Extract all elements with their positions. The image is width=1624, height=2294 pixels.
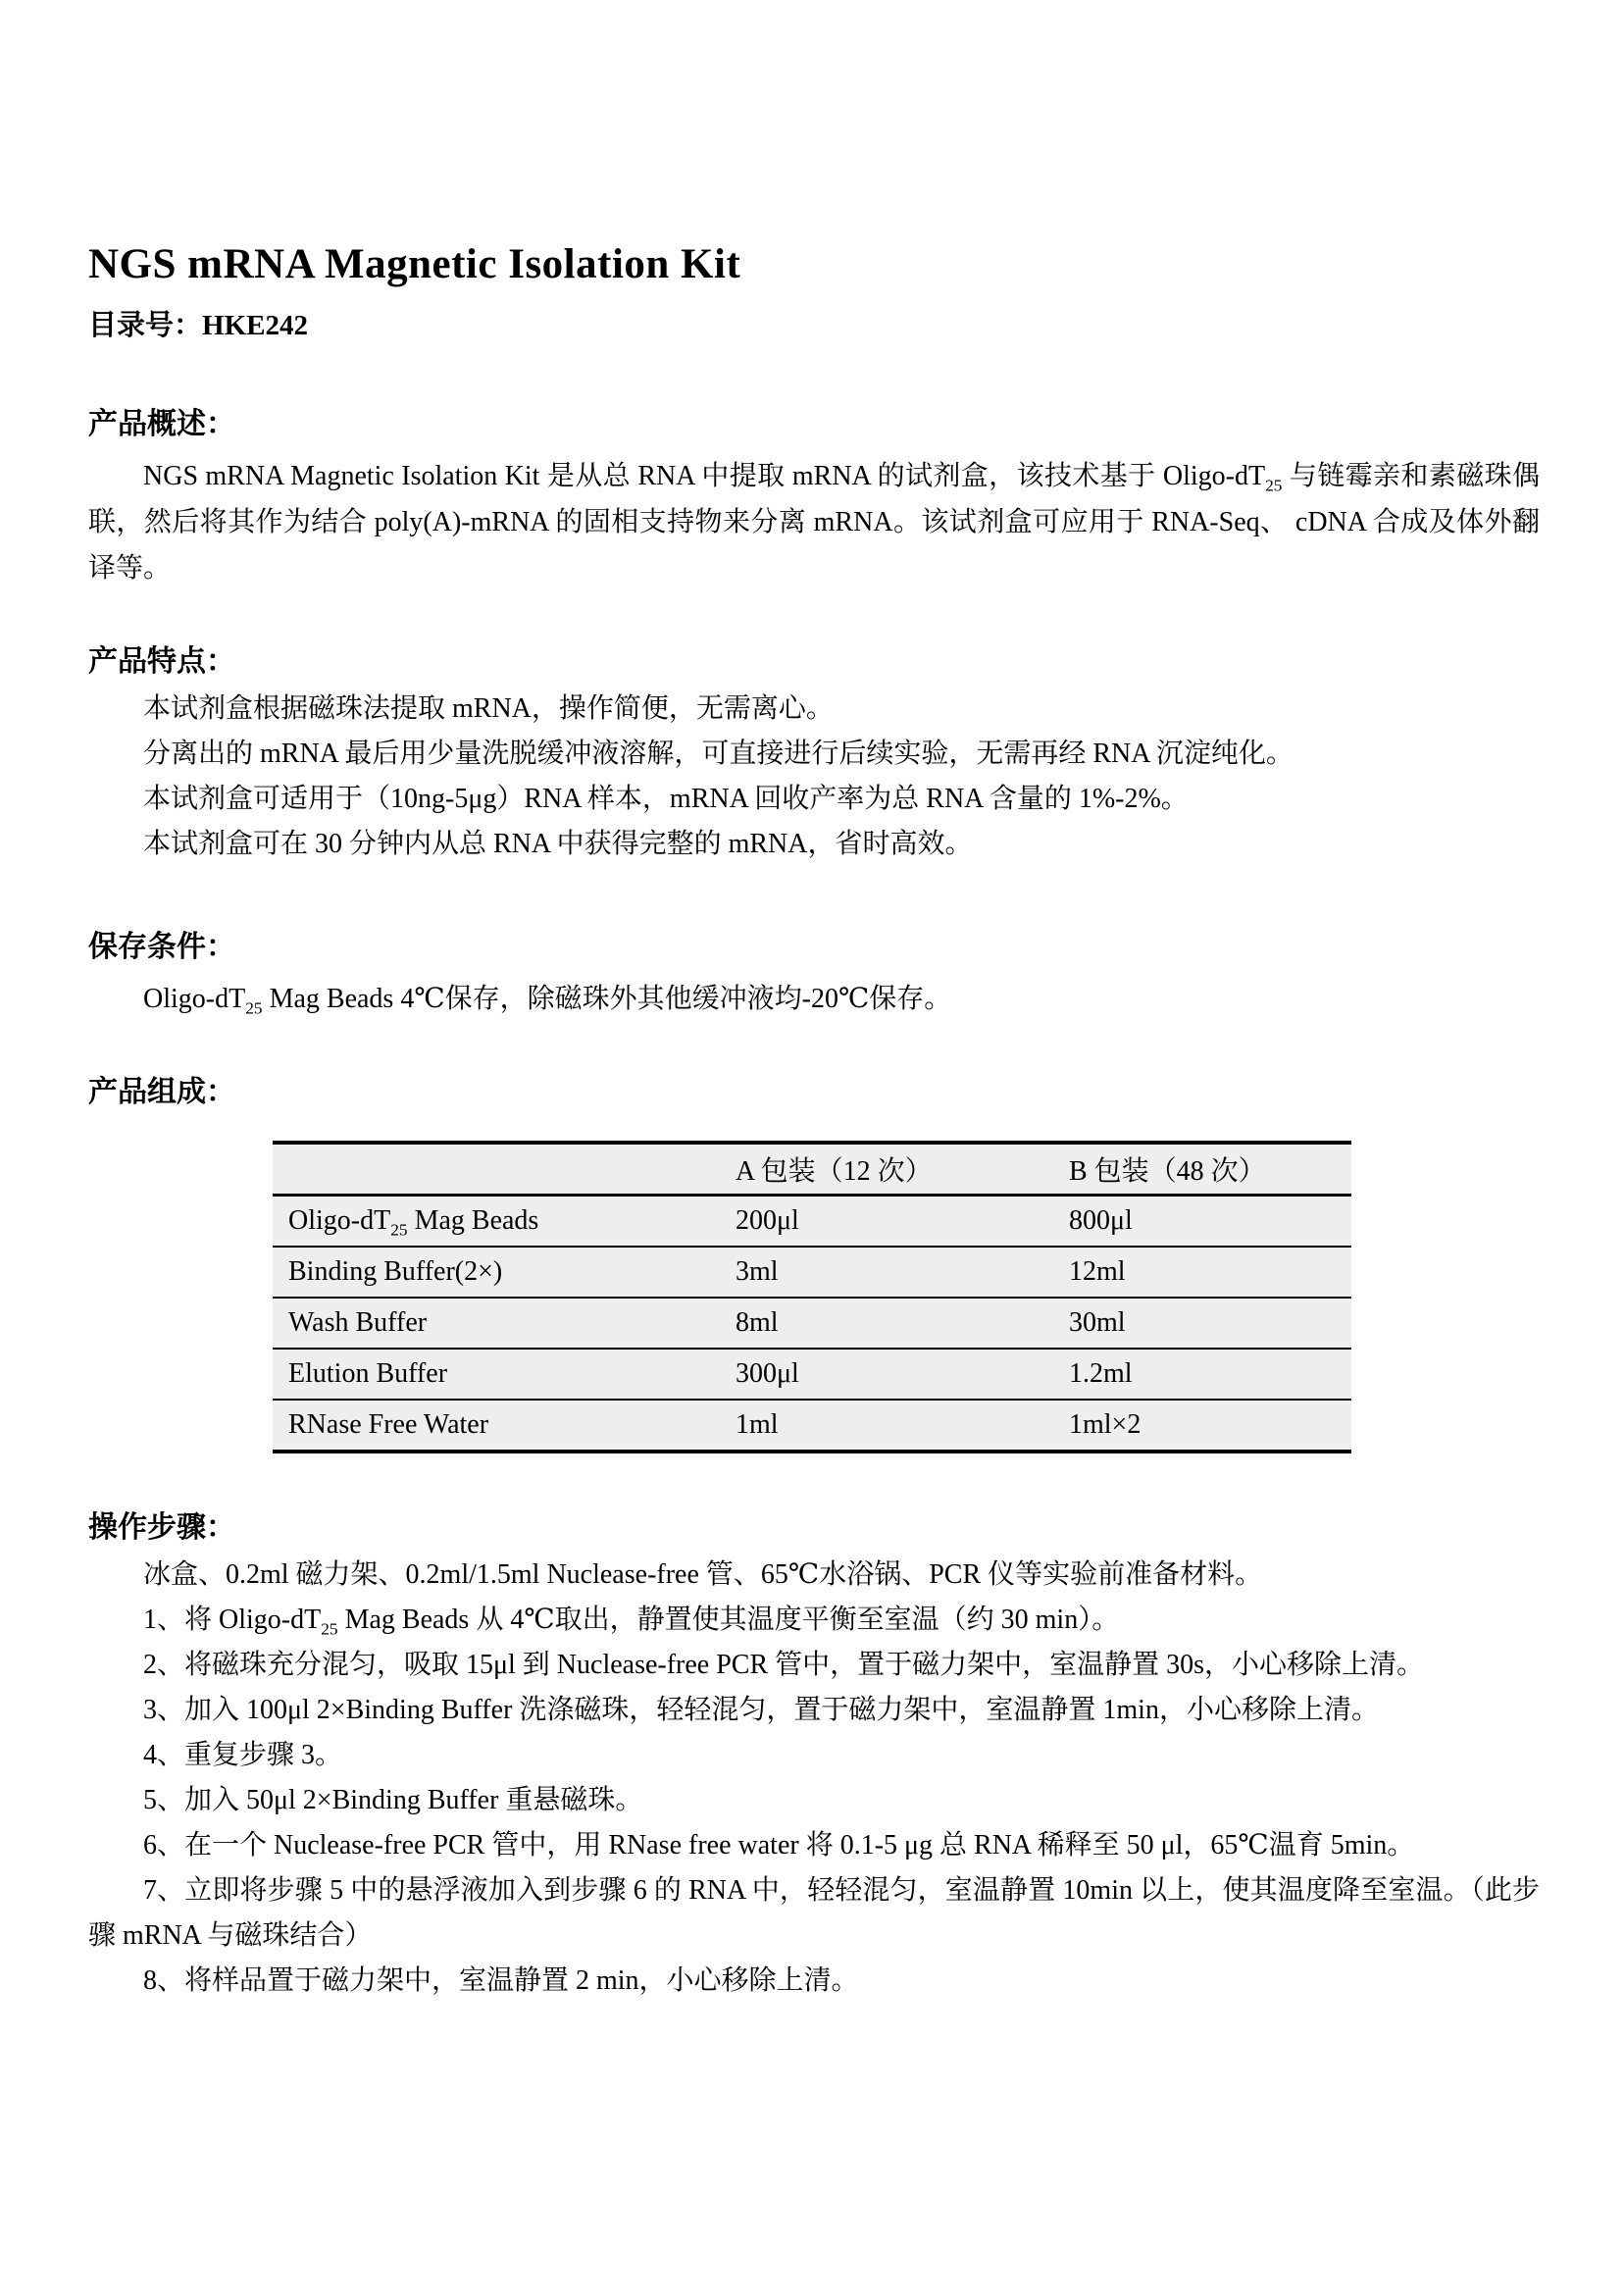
procedure-intro: 冰盒、0.2ml 磁力架、0.2ml/1.5ml Nuclease-free 管、65℃水浴锅、PCR 仪等实验前准备材料。 bbox=[143, 1559, 1263, 1591]
table-cell: 1.2ml bbox=[1069, 1358, 1133, 1390]
composition-heading: 产品组成： bbox=[88, 1076, 235, 1109]
procedure-heading: 操作步骤： bbox=[88, 1511, 235, 1545]
document-title: NGS mRNA Magnetic Isolation Kit bbox=[88, 241, 741, 287]
procedure-steps bbox=[88, 1598, 1540, 2004]
table-header-cell: A 包装（12 次） bbox=[736, 1156, 933, 1188]
storage-text: Oligo-$dT_{25}$ Mag Beads 4℃保存，除磁珠外其他缓冲液均-20℃保存。 bbox=[143, 984, 952, 1018]
table-cell: 8ml bbox=[736, 1307, 779, 1339]
features-list bbox=[88, 687, 1540, 867]
section-composition bbox=[88, 1073, 1540, 1453]
procedure-step: 4、重复步骤 3。 bbox=[143, 1740, 343, 1771]
overview-paragraph: NGS mRNA Magnetic Isolation Kit 是从总 RNA 中提取 mRNA 的试剂盒，该技术基于 Oligo-$dT_{25}$ 与链霉亲和素磁珠偶联，然后将其作为结合 poly(A)-mRNA 的固相支持物来分离 mRNA。该试剂盒可应用于 RNA-Seq、 cDNA 合成及体外翻译等。 bbox=[88, 461, 1540, 585]
table-cell: 3ml bbox=[736, 1256, 779, 1288]
table-cell: Binding Buffer(2×) bbox=[288, 1256, 503, 1288]
composition-table-body bbox=[273, 1196, 1351, 1453]
table-row bbox=[273, 1400, 1351, 1452]
table-row bbox=[273, 1247, 1351, 1298]
procedure-step: 2、将磁珠充分混匀，吸取 15μl 到 Nuclease-free PCR 管中，置于磁力架中，室温静置 30s，小心移除上清。 bbox=[143, 1650, 1425, 1681]
table-header-cell bbox=[273, 1143, 736, 1196]
feature-item: 本试剂盒根据磁珠法提取 mRNA，操作简便，无需离心。 bbox=[143, 693, 834, 725]
catalog-label: 目录号： bbox=[88, 309, 203, 341]
procedure-step: 5、加入 50μl 2×Binding Buffer 重悬磁珠。 bbox=[143, 1785, 643, 1816]
section-procedure bbox=[88, 1508, 1540, 2004]
feature-item: 分离出的 mRNA 最后用少量洗脱缓冲液溶解，可直接进行后续实验，无需再经 RNA 沉淀纯化。 bbox=[143, 739, 1294, 770]
catalog-number: HKE242 bbox=[202, 309, 308, 341]
table-header-row bbox=[273, 1143, 1351, 1196]
table-row bbox=[273, 1298, 1351, 1349]
procedure-step: 7、立即将步骤 5 中的悬浮液加入到步骤 6 的 RNA 中，轻轻混匀，室温静置 10min 以上，使其温度降至室温。（此步骤 mRNA 与磁珠结合） bbox=[88, 1875, 1540, 1952]
table-cell: 30ml bbox=[1069, 1307, 1126, 1339]
section-storage bbox=[88, 928, 1540, 1022]
table-row bbox=[273, 1349, 1351, 1400]
section-features bbox=[88, 642, 1540, 867]
procedure-list bbox=[88, 1553, 1540, 2004]
feature-item: 本试剂盒可在 30 分钟内从总 RNA 中获得完整的 mRNA，省时高效。 bbox=[143, 829, 973, 860]
section-overview bbox=[88, 405, 1540, 591]
table-cell: 12ml bbox=[1069, 1256, 1126, 1288]
table-cell: 1ml bbox=[736, 1409, 779, 1441]
table-cell: 800μl bbox=[1069, 1205, 1133, 1237]
table-cell: 200μl bbox=[736, 1205, 799, 1237]
feature-item: 本试剂盒可适用于（10ng-5μg）RNA 样本，mRNA 回收产率为总 RNA 含量的 1%-2%。 bbox=[143, 784, 1189, 815]
procedure-step: 6、在一个 Nuclease-free PCR 管中，用 RNase free water 将 0.1-5 μg 总 RNA 稀释至 50 μl，65℃温育 5min。 bbox=[143, 1830, 1415, 1861]
table-cell: Oligo-$dT_{25}$ Mag Beads bbox=[288, 1205, 539, 1240]
procedure-step: 1、将 Oligo-$dT_{25}$ Mag Beads 从 4℃取出，静置使其温度平衡至室温（约 30 min）。 bbox=[143, 1605, 1120, 1639]
table-cell: RNase Free Water bbox=[288, 1409, 489, 1441]
storage-heading: 保存条件： bbox=[88, 931, 235, 964]
procedure-step: 8、将样品置于磁力架中，室温静置 2 min，小心移除上清。 bbox=[143, 1965, 859, 1997]
table-cell: Elution Buffer bbox=[288, 1358, 448, 1390]
composition-table bbox=[273, 1141, 1351, 1453]
procedure-step: 3、加入 100μl 2×Binding Buffer 洗涤磁珠，轻轻混匀，置于磁力架中，室温静置 1min，小心移除上清。 bbox=[143, 1695, 1379, 1726]
overview-heading: 产品概述： bbox=[88, 408, 235, 441]
table-cell: 300μl bbox=[736, 1358, 799, 1390]
table-cell: Wash Buffer bbox=[288, 1307, 428, 1339]
table-cell: 1ml×2 bbox=[1069, 1409, 1142, 1441]
table-row bbox=[273, 1196, 1351, 1248]
table-header-cell: B 包装（48 次） bbox=[1069, 1156, 1266, 1188]
catalog-line bbox=[88, 308, 1540, 345]
features-heading: 产品特点： bbox=[88, 645, 235, 679]
